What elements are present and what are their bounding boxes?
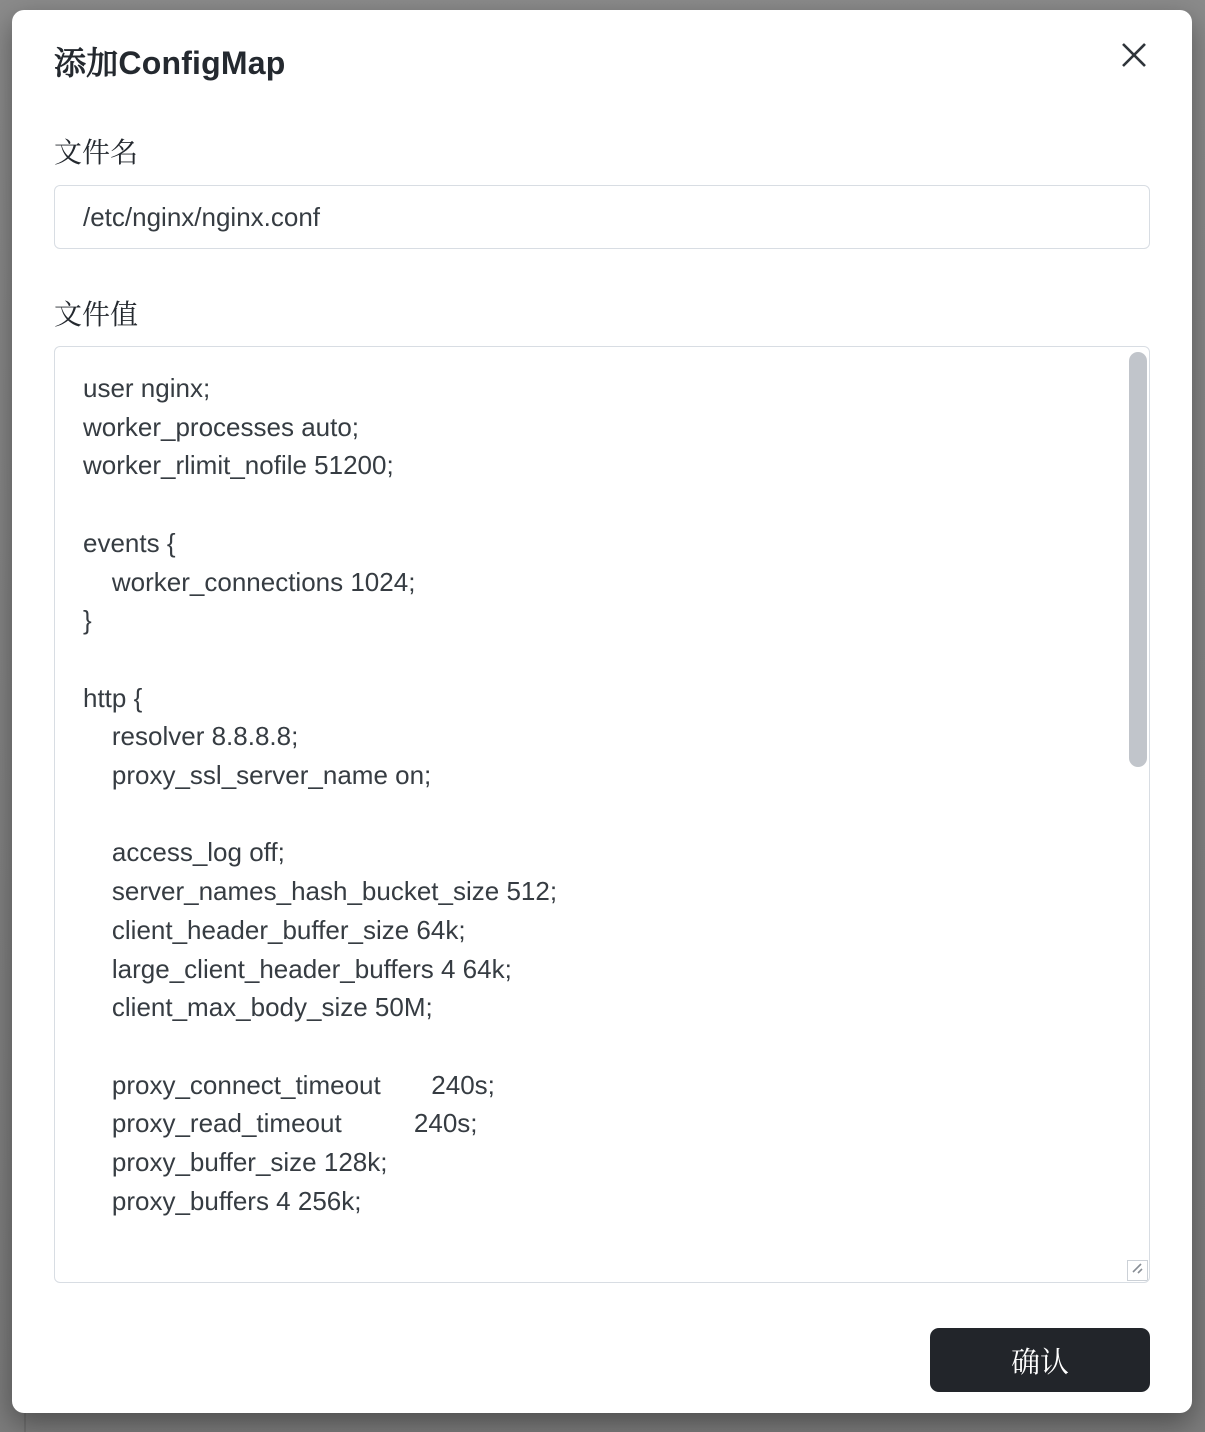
- textarea-scrollbar-thumb[interactable]: [1129, 352, 1147, 767]
- confirm-button[interactable]: 确认: [930, 1328, 1150, 1392]
- filename-label: 文件名: [54, 137, 139, 168]
- background-page-edge: [24, 1412, 26, 1432]
- add-configmap-dialog: [12, 10, 1192, 1413]
- filevalue-textarea[interactable]: [55, 347, 1149, 1282]
- resize-grip-icon: [1129, 1260, 1146, 1282]
- dialog-footer: [54, 1328, 1150, 1392]
- filevalue-label: 文件值: [54, 299, 139, 330]
- filename-input[interactable]: [54, 185, 1150, 249]
- textarea-resize-handle[interactable]: [1127, 1260, 1148, 1281]
- dialog-header: [54, 10, 1150, 86]
- close-button[interactable]: [1112, 34, 1156, 78]
- dialog-title: 添加ConfigMap: [54, 45, 286, 81]
- close-icon: [1121, 42, 1147, 71]
- filevalue-textarea-container: [54, 346, 1150, 1283]
